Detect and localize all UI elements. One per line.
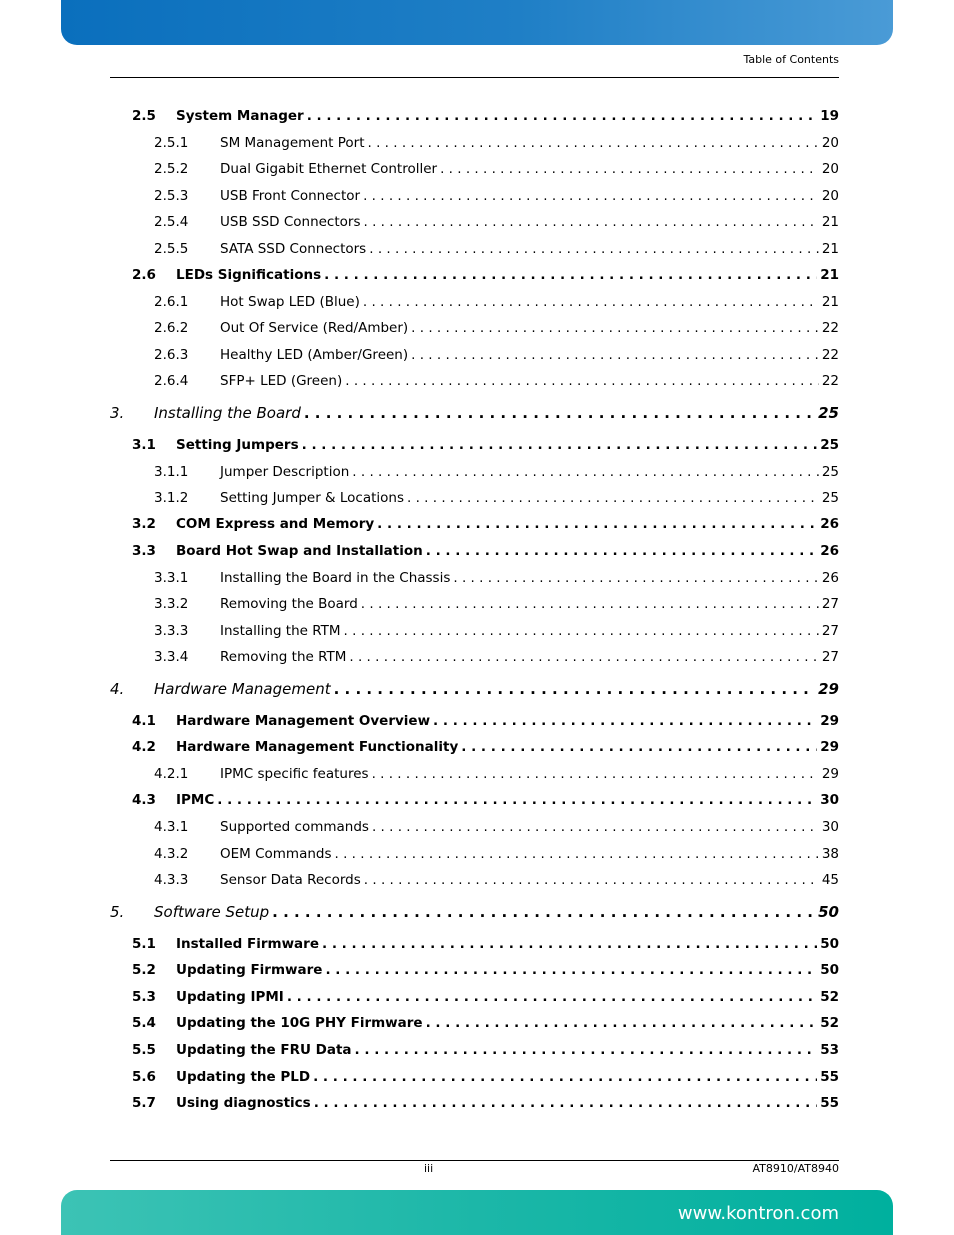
toc-entry-page: 55	[820, 1095, 839, 1111]
toc-entry[interactable]	[110, 819, 839, 835]
toc-entry-number: 3.1.1	[154, 464, 189, 480]
toc-entry-number: 3.3	[132, 543, 156, 559]
toc-entry-number: 5.3	[132, 989, 156, 1005]
toc-dot-leader	[363, 294, 819, 310]
toc-entry-page: 26	[820, 543, 839, 559]
toc-entry[interactable]	[110, 570, 839, 586]
toc-entry-title: Board Hot Swap and Installation	[176, 543, 423, 559]
toc-entry-number: 2.6.1	[154, 294, 189, 310]
toc-entry[interactable]	[110, 404, 839, 422]
toc-entry-title: Installed Firmware	[176, 936, 319, 952]
toc-entry-page: 20	[821, 161, 839, 177]
toc-dot-leader	[368, 135, 819, 151]
toc-dot-leader	[304, 404, 815, 422]
toc-entry-page: 52	[820, 1015, 839, 1031]
toc-entry-number: 4.1	[132, 713, 156, 729]
toc-entry-number: 5.5	[132, 1042, 156, 1058]
toc-entry-page: 27	[821, 623, 839, 639]
toc-entry-page: 53	[820, 1042, 839, 1058]
toc-entry-title: Using diagnostics	[176, 1095, 311, 1111]
toc-entry-title: Updating the PLD	[176, 1069, 311, 1085]
toc-dot-leader	[426, 1015, 818, 1031]
toc-dot-leader	[349, 649, 818, 665]
toc-entry-number: 3.3.2	[154, 596, 189, 612]
toc-entry-number: 3.3.1	[154, 570, 189, 586]
toc-entry-title: Hardware Management Functionality	[176, 739, 459, 755]
toc-entry[interactable]	[110, 437, 839, 453]
product-name: AT8910/AT8940	[752, 1162, 839, 1175]
toc-entry-number: 2.5	[132, 108, 156, 124]
toc-dot-leader	[355, 1042, 818, 1058]
toc-entry-title: Setting Jumpers	[176, 437, 299, 453]
toc-entry[interactable]	[110, 320, 839, 336]
top-banner	[61, 0, 893, 45]
toc-entry[interactable]	[110, 188, 839, 204]
toc-entry-title: IPMC specific features	[220, 766, 369, 782]
toc-entry-title: Healthy LED (Amber/Green)	[220, 347, 409, 363]
toc-entry-title: Installing the Board	[154, 404, 301, 422]
toc-entry-number: 2.5.4	[154, 214, 189, 230]
toc-entry[interactable]	[110, 846, 839, 862]
toc-entry[interactable]	[110, 792, 839, 808]
toc-entry-page: 22	[821, 320, 839, 336]
toc-entry-number: 3.3.4	[154, 649, 189, 665]
toc-dot-leader	[369, 241, 819, 257]
toc-entry-number: 2.6	[132, 267, 156, 283]
toc-entry[interactable]	[110, 347, 839, 363]
page-number: iii	[424, 1162, 434, 1175]
toc-entry-page: 55	[820, 1069, 839, 1085]
toc-dot-leader	[272, 903, 815, 921]
toc-entry-title: LEDs Significations	[176, 267, 322, 283]
toc-dot-leader	[461, 739, 817, 755]
toc-dot-leader	[372, 766, 819, 782]
toc-entry[interactable]	[110, 680, 839, 698]
toc-entry-number: 2.6.4	[154, 373, 189, 389]
toc-entry[interactable]	[110, 1095, 839, 1111]
toc-dot-leader	[345, 373, 819, 389]
toc-entry-number: 4.2.1	[154, 766, 189, 782]
toc-entry-number: 4.3.1	[154, 819, 189, 835]
toc-entry-page: 21	[821, 294, 839, 310]
toc-dot-leader	[217, 792, 817, 808]
toc-entry-title: Dual Gigabit Ethernet Controller	[220, 161, 438, 177]
header-divider	[110, 77, 839, 78]
toc-dot-leader	[363, 188, 819, 204]
toc-entry-title: Removing the RTM	[220, 649, 347, 665]
toc-dot-leader	[322, 936, 817, 952]
toc-entry-title: Updating the FRU Data	[176, 1042, 352, 1058]
toc-entry-number: 2.5.1	[154, 135, 189, 151]
toc-entry-title: Software Setup	[154, 903, 270, 921]
toc-entry-number: 4.2	[132, 739, 156, 755]
toc-entry-number: 5.7	[132, 1095, 156, 1111]
toc-entry-number: 2.6.3	[154, 347, 189, 363]
toc-entry-title: Supported commands	[220, 819, 369, 835]
toc-entry-number: 4.	[110, 680, 125, 698]
toc-entry-number: 2.5.2	[154, 161, 189, 177]
toc-dot-leader	[411, 347, 819, 363]
toc-entry[interactable]	[110, 1069, 839, 1085]
toc-entry-page: 50	[820, 936, 839, 952]
toc-entry[interactable]	[110, 989, 839, 1005]
toc-entry-number: 3.	[110, 404, 125, 422]
toc-entry[interactable]	[110, 267, 839, 283]
toc-dot-leader	[287, 989, 817, 1005]
toc-entry-number: 3.1	[132, 437, 156, 453]
toc-entry-page: 20	[821, 188, 839, 204]
toc-entry-number: 5.6	[132, 1069, 156, 1085]
toc-entry-title: System Manager	[176, 108, 304, 124]
toc-entry-title: Installing the Board in the Chassis	[220, 570, 451, 586]
toc-entry-page: 19	[820, 108, 839, 124]
toc-dot-leader	[377, 516, 817, 532]
toc-entry-page: 22	[821, 373, 839, 389]
toc-entry-number: 2.6.2	[154, 320, 189, 336]
toc-entry[interactable]	[110, 464, 839, 480]
toc-entry-page: 52	[820, 989, 839, 1005]
toc-dot-leader	[344, 623, 819, 639]
toc-entry-number: 5.2	[132, 962, 156, 978]
toc-entry-page: 30	[821, 819, 839, 835]
toc-entry-page: 50	[818, 903, 839, 921]
toc-dot-leader	[440, 161, 819, 177]
toc-entry-page: 25	[820, 437, 839, 453]
toc-entry-number: 3.1.2	[154, 490, 189, 506]
toc-entry-page: 25	[818, 404, 839, 422]
toc-dot-leader	[352, 464, 819, 480]
toc-entry[interactable]	[110, 649, 839, 665]
toc-entry-page: 50	[820, 962, 839, 978]
toc-entry[interactable]	[110, 903, 839, 921]
toc-entry-title: IPMC	[176, 792, 215, 808]
toc-dot-leader	[324, 267, 817, 283]
toc-entry-page: 30	[820, 792, 839, 808]
toc-dot-leader	[433, 713, 817, 729]
toc-entry-number: 5.	[110, 903, 125, 921]
running-header: Table of Contents	[743, 53, 839, 66]
toc-entry[interactable]	[110, 135, 839, 151]
toc-entry[interactable]	[110, 241, 839, 257]
toc-entry-number: 4.3.3	[154, 872, 189, 888]
toc-dot-leader	[372, 819, 819, 835]
toc-dot-leader	[407, 490, 819, 506]
toc-entry-title: Updating IPMI	[176, 989, 284, 1005]
toc-entry-number: 4.3.2	[154, 846, 189, 862]
toc-entry-title: Updating Firmware	[176, 962, 323, 978]
toc-entry-page: 27	[821, 596, 839, 612]
toc-dot-leader	[302, 437, 818, 453]
toc-entry-title: Out Of Service (Red/Amber)	[220, 320, 409, 336]
toc-entry-page: 29	[818, 680, 839, 698]
toc-entry[interactable]	[110, 161, 839, 177]
toc-entry-page: 29	[820, 713, 839, 729]
toc-entry-page: 29	[821, 766, 839, 782]
toc-entry[interactable]	[110, 739, 839, 755]
toc-entry-title: SATA SSD Connectors	[220, 241, 367, 257]
toc-dot-leader	[364, 872, 819, 888]
toc-dot-leader	[325, 962, 817, 978]
toc-entry-page: 38	[821, 846, 839, 862]
toc-entry[interactable]	[110, 543, 839, 559]
toc-entry[interactable]	[110, 108, 839, 124]
toc-entry-title: Removing the Board	[220, 596, 358, 612]
toc-entry[interactable]	[110, 294, 839, 310]
toc-dot-leader	[364, 214, 819, 230]
toc-entry-page: 26	[820, 516, 839, 532]
toc-entry-title: Installing the RTM	[220, 623, 341, 639]
toc-entry[interactable]	[110, 490, 839, 506]
toc-entry-number: 2.5.3	[154, 188, 189, 204]
toc-entry-page: 29	[820, 739, 839, 755]
toc-entry-title: Jumper Description	[220, 464, 350, 480]
toc-entry-number: 5.4	[132, 1015, 156, 1031]
toc-entry-title: Hot Swap LED (Blue)	[220, 294, 360, 310]
toc-dot-leader	[307, 108, 818, 124]
toc-entry-page: 22	[821, 347, 839, 363]
toc-dot-leader	[314, 1095, 817, 1111]
toc-dot-leader	[453, 570, 818, 586]
toc-dot-leader	[361, 596, 819, 612]
toc-entry-title: Sensor Data Records	[220, 872, 361, 888]
toc-entry[interactable]	[110, 766, 839, 782]
toc-entry-number: 4.3	[132, 792, 156, 808]
toc-entry-page: 21	[821, 241, 839, 257]
toc-entry-title: Hardware Management	[154, 680, 331, 698]
toc-entry-title: Hardware Management Overview	[176, 713, 431, 729]
toc-entry-page: 26	[821, 570, 839, 586]
bottom-banner	[61, 1190, 893, 1235]
toc-entry-page: 21	[821, 214, 839, 230]
toc-entry[interactable]	[110, 516, 839, 532]
toc-entry-title: COM Express and Memory	[176, 516, 375, 532]
footer-divider	[110, 1160, 839, 1161]
toc-entry[interactable]	[110, 623, 839, 639]
website-link[interactable]: www.kontron.com	[677, 1203, 839, 1224]
toc-entry-number: 5.1	[132, 936, 156, 952]
toc-dot-leader	[426, 543, 817, 559]
toc-entry-page: 25	[821, 490, 839, 506]
toc-dot-leader	[335, 846, 819, 862]
toc-entry-page: 25	[821, 464, 839, 480]
toc-entry[interactable]	[110, 962, 839, 978]
toc-entry-number: 3.3.3	[154, 623, 189, 639]
toc-entry-page: 20	[821, 135, 839, 151]
toc-entry[interactable]	[110, 1015, 839, 1031]
toc-entry-title: SFP+ LED (Green)	[220, 373, 343, 389]
toc-entry[interactable]	[110, 373, 839, 389]
toc-entry-title: USB SSD Connectors	[220, 214, 361, 230]
toc-entry[interactable]	[110, 713, 839, 729]
toc-dot-leader	[334, 680, 816, 698]
toc-entry-page: 45	[821, 872, 839, 888]
toc-entry-title: SM Management Port	[220, 135, 365, 151]
toc-entry-title: OEM Commands	[220, 846, 332, 862]
toc-entry-number: 3.2	[132, 516, 156, 532]
toc-entry[interactable]	[110, 872, 839, 888]
toc-entry[interactable]	[110, 1042, 839, 1058]
toc-entry[interactable]	[110, 936, 839, 952]
toc-dot-leader	[411, 320, 819, 336]
toc-entry-page: 27	[821, 649, 839, 665]
toc-entry-title: Setting Jumper & Locations	[220, 490, 404, 506]
toc-entry-title: USB Front Connector	[220, 188, 361, 204]
toc-entry-page: 21	[820, 267, 839, 283]
toc-dot-leader	[313, 1069, 817, 1085]
toc-entry[interactable]	[110, 214, 839, 230]
toc-entry[interactable]	[110, 596, 839, 612]
toc-entry-title: Updating the 10G PHY Firmware	[176, 1015, 423, 1031]
toc-entry-number: 2.5.5	[154, 241, 189, 257]
